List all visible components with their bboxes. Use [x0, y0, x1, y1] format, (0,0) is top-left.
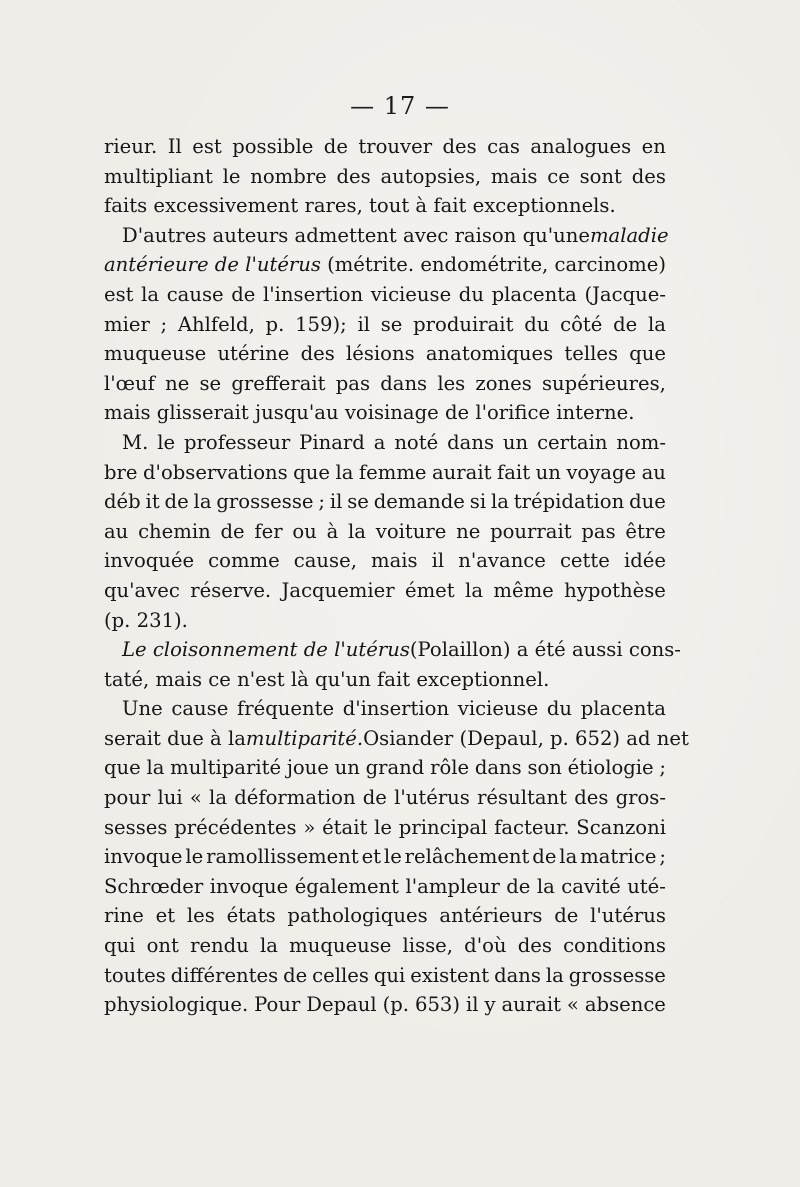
word: la [146, 756, 165, 780]
word: dans [494, 963, 541, 987]
word: ont [146, 934, 179, 958]
word: Il [167, 135, 182, 158]
italic-text: multiparité. [245, 726, 364, 750]
word: rieur. [104, 135, 158, 158]
word: celles [312, 963, 369, 987]
word: déformation [234, 786, 356, 810]
word: émet [405, 578, 455, 602]
word: et [361, 845, 382, 869]
word: de [506, 874, 531, 898]
word: anatomiques [425, 342, 554, 366]
word: relâchement [404, 845, 530, 869]
word: ; [659, 845, 666, 869]
word: les [186, 904, 215, 928]
word: multipliant [104, 164, 213, 188]
text-line [104, 694, 666, 724]
word: de [362, 786, 387, 810]
word: placenta [491, 282, 577, 306]
word: la [536, 874, 555, 898]
text-line [104, 990, 666, 1020]
text-line [104, 280, 666, 310]
word: cas [487, 135, 520, 158]
word: se [199, 371, 222, 395]
word: le [157, 430, 176, 454]
italic-text: maladie [589, 223, 669, 247]
word: M. [122, 430, 149, 454]
word: utérine [217, 342, 290, 366]
word: l'utérus [590, 904, 666, 928]
word: chemin [138, 519, 211, 543]
word: existent [410, 963, 490, 987]
word: résultant [477, 786, 568, 810]
word: matrice [580, 845, 657, 869]
word: ; [318, 490, 325, 514]
text-line [104, 132, 666, 162]
word: d'où [464, 934, 507, 958]
word: muqueuse [289, 934, 392, 958]
italic-text: antérieure de l'utérus [104, 253, 321, 277]
word: nom- [616, 430, 666, 454]
word: mais [370, 549, 418, 573]
text-line [104, 310, 666, 340]
word: due [629, 490, 666, 514]
word: idée [623, 549, 666, 573]
word: y [484, 993, 496, 1017]
text-line [104, 901, 666, 931]
word: fait [497, 460, 531, 484]
word: des [631, 164, 666, 188]
word: déb [104, 490, 141, 514]
word: vicieuse [457, 697, 539, 721]
word: des [300, 342, 335, 366]
word: certain [537, 430, 608, 454]
word: que [629, 342, 666, 366]
text-segment: (Polaillon) a été aussi cons- [409, 638, 681, 662]
word: p. [265, 312, 285, 336]
word: de [613, 312, 638, 336]
word: du [524, 312, 550, 336]
text-segment: faits excessivement rares, tout à fait exceptionnels. [104, 194, 616, 218]
word: Pinard [299, 430, 365, 454]
word: en [641, 135, 666, 158]
word: il [465, 993, 479, 1017]
word: il [431, 549, 445, 573]
word: lisse, [402, 934, 453, 958]
text-segment: taté, mais ce n'est là qu'un fait exceptionnel. [104, 667, 550, 691]
word: supérieures, [542, 371, 666, 395]
word: la [141, 282, 160, 306]
word: ne [165, 371, 190, 395]
word: la [647, 312, 666, 336]
word: la [545, 963, 564, 987]
word: nombre [250, 164, 327, 188]
word: voiture [375, 519, 447, 543]
word: n'avance [458, 549, 546, 573]
word: joue [286, 756, 329, 780]
word: de [283, 963, 308, 987]
word: muqueuse [104, 342, 207, 366]
text-segment: D'autres auteurs admettent avec raison qu'une [122, 223, 590, 247]
word: grossesse [568, 963, 666, 987]
word: bre [104, 460, 138, 484]
word: analogues [530, 135, 632, 158]
word: différentes [170, 963, 279, 987]
word: placenta [580, 697, 666, 721]
text-line [104, 842, 666, 872]
word: du [546, 697, 573, 721]
word: de [323, 135, 348, 158]
word: un [334, 756, 360, 780]
word: cavité [561, 874, 621, 898]
word: du [458, 282, 484, 306]
word: gros- [615, 786, 666, 810]
word: côté [560, 312, 603, 336]
word: « [189, 786, 202, 810]
word: » [303, 815, 316, 839]
word: 159); [295, 312, 347, 336]
word: de [554, 904, 579, 928]
word: uté- [627, 874, 666, 898]
word: fer [254, 519, 283, 543]
word: mier [104, 312, 150, 336]
word: la [465, 578, 483, 602]
word: aurait [501, 993, 561, 1017]
text-segment: serait due à la [104, 726, 246, 750]
word: absence [584, 993, 666, 1017]
text-line [104, 221, 669, 251]
word: états [226, 904, 276, 928]
word: que [104, 756, 141, 780]
word: grand [365, 756, 425, 780]
text-line [104, 398, 666, 428]
text-line [104, 783, 666, 813]
word: it [145, 490, 160, 514]
word: la [209, 786, 227, 810]
word: si [469, 490, 487, 514]
word: de [164, 490, 189, 514]
word: des [517, 934, 552, 958]
word: pas [581, 519, 616, 543]
word: est [192, 135, 222, 158]
word: antérieurs [439, 904, 543, 928]
word: la [260, 934, 278, 958]
text-line [104, 517, 666, 547]
word: l'ampleur [405, 874, 500, 898]
word: pour [104, 786, 151, 810]
word: des [336, 164, 371, 188]
word: un [535, 460, 561, 484]
text-line [104, 931, 666, 961]
word: précédentes [174, 815, 297, 839]
word: cause [166, 282, 224, 306]
word: la [348, 519, 366, 543]
word: et [155, 904, 176, 928]
word: pourrait [490, 519, 572, 543]
word: produirait [413, 312, 514, 336]
word: qu'avec [104, 578, 180, 602]
word: réserve. [190, 578, 272, 602]
word: l'utérus [394, 786, 470, 810]
word: un [502, 430, 529, 454]
word: vicieuse [370, 282, 452, 306]
word: également [294, 874, 400, 898]
word: le [185, 845, 204, 869]
word: cette [559, 549, 610, 573]
text-segment: mais glisserait jusqu'au voisinage de l'orifice interne. [104, 401, 635, 425]
body-text [104, 132, 689, 1020]
text-line [104, 191, 666, 221]
text-line [104, 162, 666, 192]
text-line [104, 872, 666, 902]
word: comme [208, 549, 280, 573]
word: le [374, 815, 393, 839]
word: conditions [563, 934, 666, 958]
text-segment: (métrite. endométrite, carcinome) [327, 253, 666, 277]
text-line [104, 487, 666, 517]
word: au [641, 460, 666, 484]
word: 653) [414, 993, 461, 1017]
word: de [231, 282, 256, 306]
word: Depaul [306, 993, 377, 1017]
text-line [104, 428, 666, 458]
word: le [222, 164, 241, 188]
word: telles [564, 342, 619, 366]
text-line [104, 665, 666, 695]
text-line [104, 813, 666, 843]
word: Pour [254, 993, 301, 1017]
word: (Jacque- [584, 282, 666, 306]
word: est [104, 282, 134, 306]
word: cause, [293, 549, 357, 573]
word: la [490, 490, 509, 514]
word: ou [292, 519, 317, 543]
word: zones [475, 371, 532, 395]
word: le [383, 845, 402, 869]
text-line [104, 961, 666, 991]
word: se [347, 490, 369, 514]
text-line [104, 724, 689, 754]
text-line [104, 369, 666, 399]
word: trouver [358, 135, 433, 158]
word: sont [579, 164, 622, 188]
word: l'œuf [104, 371, 155, 395]
word: dans [474, 756, 522, 780]
word: qui [373, 963, 406, 987]
text-segment: (p. 231). [104, 608, 188, 632]
word: physiologique. [104, 993, 249, 1017]
word: lésions [345, 342, 415, 366]
word: fréquente [236, 697, 335, 721]
word: femme [358, 460, 427, 484]
word: qui [104, 934, 136, 958]
word: des [442, 135, 477, 158]
text-line [104, 250, 666, 280]
page-number: — 17 — [350, 92, 450, 120]
text-line [104, 339, 666, 369]
word: de [532, 845, 557, 869]
word: voyage [566, 460, 637, 484]
word: (p. [382, 993, 410, 1017]
word: rine [104, 904, 144, 928]
word: possible [232, 135, 314, 158]
word: invoquée [104, 549, 195, 573]
word: ; [160, 312, 168, 336]
word: étiologie [567, 756, 654, 780]
word: des [574, 786, 609, 810]
word: Scanzoni [576, 815, 666, 839]
word: il [357, 312, 370, 336]
word: d'observations [143, 460, 288, 484]
word: toutes [104, 963, 166, 987]
word: sesses [104, 815, 168, 839]
word: noté [394, 430, 439, 454]
text-line [104, 576, 666, 606]
word: l'insertion [263, 282, 364, 306]
word: dans [447, 430, 495, 454]
word: grossesse [216, 490, 314, 514]
word: la [193, 490, 212, 514]
word: autopsies, [380, 164, 482, 188]
text-line [104, 546, 666, 576]
word: la [335, 460, 354, 484]
word: Jacquemier [281, 578, 395, 602]
word: rendu [190, 934, 249, 958]
text-line [104, 606, 666, 636]
word: ne [456, 519, 481, 543]
word: demande [373, 490, 465, 514]
word: pas [335, 371, 371, 395]
word: que [293, 460, 330, 484]
word: à [326, 519, 339, 543]
word: professeur [183, 430, 291, 454]
word: de [220, 519, 245, 543]
word: d'insertion [342, 697, 450, 721]
word: la [559, 845, 578, 869]
word: trépidation [513, 490, 625, 514]
word: hypothèse [564, 578, 666, 602]
word: pathologiques [287, 904, 428, 928]
word: les [437, 371, 466, 395]
word: son [527, 756, 562, 780]
word: aurait [432, 460, 492, 484]
word: être [625, 519, 666, 543]
word: ce [547, 164, 570, 188]
word: au [104, 519, 129, 543]
word: multiparité [170, 756, 282, 780]
word: rôle [430, 756, 470, 780]
word: facteur. [494, 815, 570, 839]
word: ; [659, 756, 666, 780]
italic-text: Le cloisonnement de l'utérus [122, 638, 410, 662]
word: cause [171, 697, 229, 721]
word: ramollissement [206, 845, 359, 869]
word: était [322, 815, 368, 839]
word: invoque [209, 874, 289, 898]
word: grefferait [231, 371, 326, 395]
word: Une [122, 697, 163, 721]
word: « [566, 993, 579, 1017]
word: Ahlfeld, [177, 312, 255, 336]
word: mais [490, 164, 538, 188]
word: se [380, 312, 403, 336]
text-line [104, 635, 681, 665]
word: invoque [104, 845, 183, 869]
word: a [373, 430, 386, 454]
word: même [493, 578, 554, 602]
text-line [104, 458, 666, 488]
word: principal [398, 815, 488, 839]
word: Schrœder [104, 874, 204, 898]
word: lui [157, 786, 183, 810]
text-segment: Osiander (Depaul, p. 652) ad net [363, 726, 689, 750]
text-line [104, 753, 666, 783]
word: dans [380, 371, 428, 395]
word: il [329, 490, 343, 514]
